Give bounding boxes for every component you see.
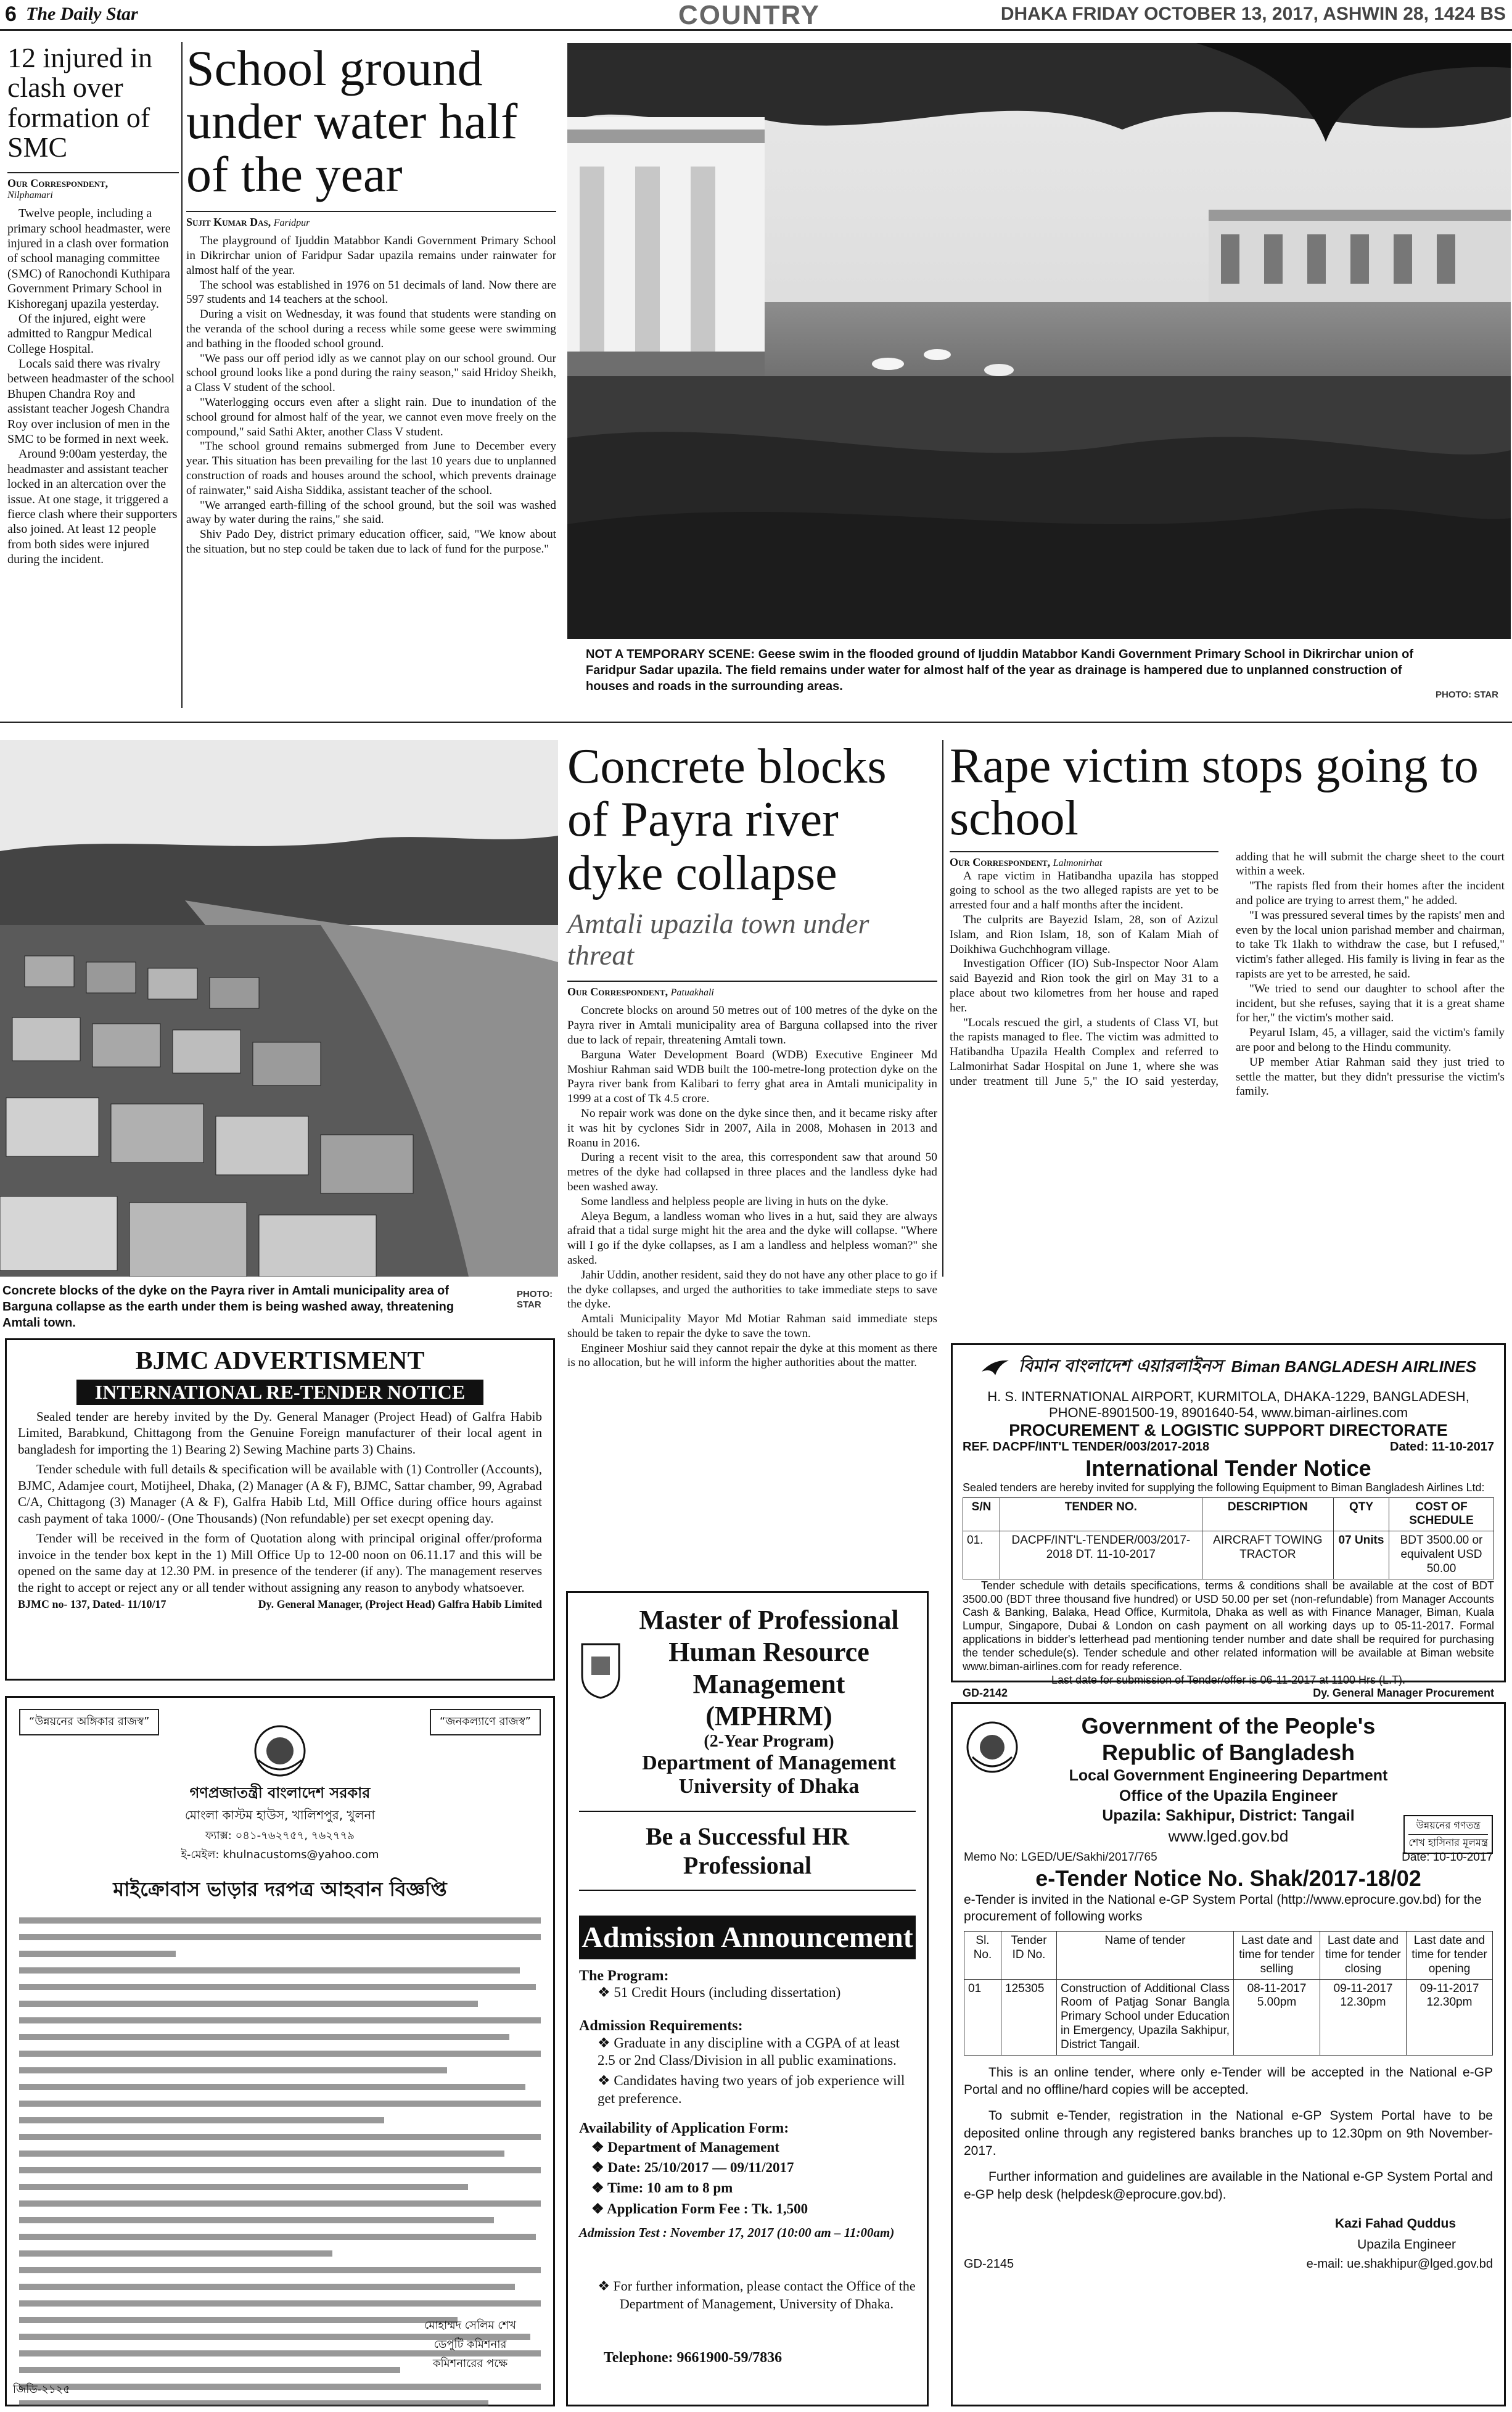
table-header-row: Sl. No. Tender ID No. Name of tender Last date and time for tender selling Last date and time for tender closing Last date and time for tender opening xyxy=(964,1932,1493,1979)
section-title: COUNTRY xyxy=(678,0,820,30)
intro: e-Tender is invited in the National e-GP System Portal (http://www.eprocure.gov.bd) for the procurement of following works xyxy=(964,1892,1482,1924)
paragraph: Shiv Pado Dey, district primary education officer, said, "We know about the situation, but no step could be taken due to lack of fund for the purpose." xyxy=(186,528,556,556)
gov-line-2: Republic of Bangladesh xyxy=(1101,1740,1355,1766)
date: Date: 10-10-2017 xyxy=(1402,1850,1493,1864)
department: Department of Management xyxy=(642,1751,896,1774)
paragraph: "We pass our off period idly as we cannot play on our school ground. Our school ground looks like a pond during the rainy season," said Hridoy Sheikh, a Class V student of the school. xyxy=(186,352,556,395)
email[interactable]: e-mail: ue.shakhipur@lged.gov.bd xyxy=(1306,2257,1493,2271)
fax: ফ্যাক্স: ০৪১-৭৬২৭৫৭, ৭৬২৭৭৯ xyxy=(205,1829,355,1842)
program-length: (2-Year Program) xyxy=(704,1731,834,1751)
gov-name: গণপ্রজাতন্ত্রী বাংলাদেশ সরকার xyxy=(189,1784,371,1801)
story-rape-victim xyxy=(950,740,1505,1099)
paragraph: Concrete blocks on around 50 metres out of 100 metres of the dyke on the Payra river in Amtali municipality area of Barguna collapsed into the river due to lack of repair, threatening Amtali town. xyxy=(567,1004,937,1047)
byline: Our Correspondent, Lalmonirhat xyxy=(950,851,1218,869)
bangladesh-emblem-icon xyxy=(964,1719,1021,1776)
ref-line xyxy=(963,1440,1494,1454)
ad-title: Master of Professional Human Resource Management xyxy=(639,1605,899,1699)
paragraph: "We arranged earth-filling of the school ground, but the soil was washed away by water during the rains," she said. xyxy=(186,498,556,527)
signer: মোহাম্মদ সেলিম শেখ ডেপুটি কমিশনার কমিশনারের পক্ষে xyxy=(424,2319,516,2370)
address: H. S. INTERNATIONAL AIRPORT, KURMITOLA, DHAKA-1229, BANGLADESH, xyxy=(987,1389,1469,1404)
notice-title: e-Tender Notice No. Shak/2017-18/02 xyxy=(1035,1865,1421,1891)
ad-footer xyxy=(963,1687,1494,1700)
masthead xyxy=(0,0,1512,31)
ref: REF. DACPF/INT'L TENDER/003/2017-2018 xyxy=(963,1440,1210,1454)
signature: Dy. General Manager, (Project Head) Galfra Habib Limited xyxy=(258,1597,542,1610)
paragraph: A rape victim in Hatibandha upazila has stopped going to school as the two alleged rapists are yet to be arrested four and a half months after the incident. xyxy=(950,869,1218,912)
university-crest-icon xyxy=(579,1641,622,1700)
table-row: 01. DACPF/INT'L-TENDER/003/2017-2018 DT. 11-10-2017 AIRCRAFT TOWING TRACTOR 07 Units BDT 3500.00 or equivalent USD 50.00 xyxy=(963,1531,1494,1579)
paragraph: Amtali Municipality Mayor Md Motiar Rahman said immediate steps should be taken to repair the dyke to save the town. xyxy=(567,1312,937,1340)
paragraph: Barguna Water Development Board (WDB) Executive Engineer Md Moshiur Rahman said WDB built the 100-metre-long protection dyke on the Payra river bank from Kalibari to ferry ghat area in Amtali municipality in 1999 at a cost of Tk 4.5 crore. xyxy=(567,1048,937,1106)
acronym: (MPHRM) xyxy=(705,1700,832,1731)
article-body xyxy=(186,234,556,557)
contact-info: ❖ For further information, please contact the Office of the Department of Management, University of Dhaka. xyxy=(598,2278,916,2311)
headline[interactable]: Rape victim stops going to school xyxy=(950,739,1479,846)
memo: Memo No: LGED/UE/Sakhi/2017/765 xyxy=(964,1850,1157,1864)
paragraph: Tender will be received in the form of Quotation along with principal original offer/proforma invoice in the tender box kept in the 1) Mill Office Up to 12-00 noon on 06.11.17 and this will be opened on the same day at 12.30 PM. in presence of the tenderer (if any). The management reserves the right to accept or reject any or all tender without assigning any reason to anybody whatsoever. xyxy=(18,1531,542,1595)
availability-list: ❖ Department of Management ❖ Date: 25/10/2017 — 09/11/2017 ❖ Time: 10 am to 8 pm ❖ Application Form Fee : Tk. 1,500 xyxy=(591,2139,808,2216)
paragraph: Locals said there was rivalry between headmaster of the school Bhupen Chandra Roy and assistant teacher Jogesh Chandra Roy over inclusion of men in the SMC to be formed in next week. xyxy=(7,357,175,447)
paragraph: "Locals rescued the girl, a students of Class VI, but the rapists managed to flee. The victim was admitted to Hatibandha Upazila Health Complex and referred to Lalmonirhat Sadar Hospital on June 1, where she was under treatment till June 5," the IO said yesterday, adding that he will submit the charge sheet to the court within a week. xyxy=(950,850,1505,1088)
paragraph: Some landless and helpless people are living in huts on the dyke. xyxy=(581,1195,889,1208)
tender-table xyxy=(964,1931,1493,2055)
story-smc-clash xyxy=(7,43,179,567)
office: Office of the Upazila Engineer xyxy=(1119,1787,1338,1805)
ad-body: Tender schedule with details specifications, terms & conditions shall be available at the cost of BDT 3500.00 (BDT three thousand five hundred) or USD 50.00 per set (non-refundable) from Manager Accounts Cash & Banking, Balaka, Head Office, Kurmitola, Dhaka as well as with Finance Manager, Biman, Kuala Lumpur, Singapore, Dubai & London on cash payment on all working days up to 05-11-2017. Formal applications in bidder's letterhead pad mentioning tender number and date shall be required for purchasing the tender schedule(s). Tender schedule and other related information will be available at Biman website www.biman-airlines.com for ready reference. xyxy=(963,1579,1494,1673)
upazila: Upazila: Sakhipur, District: Tangail xyxy=(1102,1807,1355,1825)
byline: Our Correspondent, Patuakhali xyxy=(567,981,937,998)
headline[interactable]: 12 injured in clash over formation of SMC xyxy=(7,42,153,163)
paragraph: Investigation Officer (IO) Sub-Inspector Noor Alam said Bayezid and Rion took the girl on May 31 to a place about two kilometres from her house and raped her. xyxy=(950,957,1218,1015)
ad-code: জিডি-২১২৫ xyxy=(13,2383,70,2396)
paragraph: To submit e-Tender, registration in the National e-GP System Portal have to be deposited online through any registered banks branches up to 12.30pm on 9th November-2017. xyxy=(964,2109,1493,2159)
paragraph: The school was established in 1976 on 51 decimals of land. Now there are 597 students and 14 teachers at the school. xyxy=(186,278,556,307)
paragraph: Around 9:00am yesterday, the headmaster and assistant teacher locked in an altercation over the issue. At one stage, it triggered a fierce clash where their supporters also joined. At least 12 people from both sides were injured during the incident. xyxy=(7,447,178,567)
paragraph: Twelve people, including a primary school headmaster, were injured in a clash over formation of school managing committee (SMC) of Ranochondi Kuthipara Government Primary School in Kishoreganj upazila yesterday. xyxy=(7,207,171,311)
paragraph: "The school ground remains submerged from June to December every year. This situation has been prevailing for the last 10 years due to unplanned construction of roads and houses around the school, which prevents drainage of rainwater," said Aisha Siddika, assistant teacher of the school. xyxy=(186,440,556,497)
bjmc-advertisement xyxy=(5,1338,555,1681)
biman-stork-icon xyxy=(980,1357,1010,1378)
admission-banner: Admission Announcement xyxy=(579,1916,916,1959)
paragraph: The playground of Ijuddin Matabbor Kandi Government Primary School in Dikrirchar union of Faridpur Sadar upazila remains under rainwater for almost half of the year. xyxy=(186,234,556,277)
ref: BJMC no- 137, Dated- 11/10/17 xyxy=(18,1597,166,1610)
headline[interactable]: School ground under water half of the year xyxy=(186,40,518,203)
slogan-left: “উন্নয়নের অঙ্গিকার রাজস্ব” xyxy=(19,1709,159,1735)
flooded-school-photo[interactable] xyxy=(567,43,1511,639)
paragraph: Of the injured, eight were admitted to Rangpur Medical College Hospital. xyxy=(7,311,152,356)
paragraph: This is an online tender, where only e-Tender will be accepted in the National e-GP Portal and no offline/hard copies will be accepted. xyxy=(964,2065,1493,2097)
department: Local Government Engineering Department xyxy=(1069,1767,1388,1785)
ad-title: BJMC ADVERTISMENT xyxy=(135,1347,425,1375)
photo-credit: PHOTO: STAR xyxy=(517,1289,553,1310)
paragraph: UP member Atiar Rahman said they just tried to settle the matter, but they didn't pressurise the victim's family. xyxy=(1236,1055,1505,1098)
story-school-ground xyxy=(186,42,556,557)
story-dyke xyxy=(567,740,937,1370)
biman-logo[interactable]: বিমান বাংলাদেশ এয়ারলাইনস Biman BANGLADESH AIRLINES xyxy=(963,1352,1494,1381)
gov-line-1: Government of the People's xyxy=(1081,1713,1376,1739)
subheadline: Amtali upazila town under threat xyxy=(567,908,869,971)
microbus-tender-ad xyxy=(5,1696,555,2406)
photo-credit: PHOTO: STAR xyxy=(1436,689,1498,700)
mphrm-admission-ad xyxy=(566,1591,929,2406)
column-divider xyxy=(942,740,943,1277)
paragraph: Further information and guidelines are available in the National e-GP System Portal and e-GP help desk (helpdesk@eprocure.gov.bd). xyxy=(964,2170,1493,2202)
article-body xyxy=(567,1003,937,1370)
dyke-photo-caption: Concrete blocks of the dyke on the Payra river in Amtali municipality area of Barguna collapse as the earth under them is being washed away, threatening Amtali town. xyxy=(2,1284,454,1330)
paragraph: "We tried to send our daughter to school after the incident, but she refuses, saying that it is a great shame for her," the victim's mother said. xyxy=(1236,982,1505,1025)
school-photo-caption: NOT A TEMPORARY SCENE: Geese swim in the flooded ground of Ijuddin Matabbor Kandi Government Primary School in Dikrirchar union of Faridpur Sadar upazila. The field remains under water for almost half of the year as drainage is hampered due to unplanned construction of houses and roads in the surrounding areas. xyxy=(586,648,1413,693)
ad-code: GD-2145 xyxy=(964,2257,1014,2271)
paragraph: No repair work was done on the dyke since then, and it became risky after it was hit by cyclones Sidr in 2007, Aila in 2008, Mohasen in 2013 and Roanu in 2016. xyxy=(567,1106,937,1150)
intro: Sealed tenders are hereby invited for supplying the following Equipment to Biman Bangladesh Airlines Ltd: xyxy=(963,1481,1485,1494)
telephone: Telephone: 9661900-59/7836 xyxy=(604,2350,783,2366)
office: মোংলা কাস্টম হাউস, খালিশপুর, খুলনা xyxy=(184,1808,376,1822)
ad-title: মাইক্রোবাস ভাড়ার দরপত্র আহবান বিজ্ঞপ্তি xyxy=(113,1877,447,1901)
program-label: The Program: xyxy=(579,1967,669,1984)
notice-title: International Tender Notice xyxy=(1085,1455,1371,1481)
availability-label: Availability of Application Form: xyxy=(579,2120,789,2136)
directorate: PROCUREMENT & LOGISTIC SUPPORT DIRECTORATE xyxy=(1009,1421,1448,1439)
last-date: Last date for submission of Tender/offer is 06-11-2017 at 1100 Hrs (L.T). xyxy=(1051,1674,1405,1687)
paragraph: Engineer Moshiur said they cannot repair the dyke at this moment as there is no allocation, but he will inform the higher authorities about the matter. xyxy=(567,1341,937,1370)
requirement-item: ❖ Candidates having two years of job experience will get preference. xyxy=(598,2073,905,2106)
paper-name[interactable]: The Daily Star xyxy=(26,4,138,24)
requirements-label: Admission Requirements: xyxy=(579,2017,743,2034)
byline: Sujit Kumar Das, Faridpur xyxy=(186,211,556,229)
paragraph: "The rapists fled from their homes after the incident and police are trying to arrest them," he added. xyxy=(1236,879,1505,907)
university: University of Dhaka xyxy=(678,1774,860,1798)
ad-code: GD-2142 xyxy=(963,1687,1008,1700)
paragraph: Peyarul Islam, 45, a villager, said the victim's family are poor and belong to the Hindu community. xyxy=(1236,1026,1505,1054)
dated: Dated: 11-10-2017 xyxy=(1390,1440,1494,1454)
paragraph: Sealed tender are hereby invited by the Dy. General Manager (Project Head) of Galfra Habib Limited, Barabkund, Chittagong from the Genuine Foreign manufacturer of their local agent in bangladesh for importing the 1) Bearing 2) Sewing Machine parts 3) Chains. xyxy=(18,1409,542,1457)
signature: Dy. General Manager Procurement xyxy=(1313,1687,1494,1700)
program-item: ❖ 51 Credit Hours (including dissertation) xyxy=(598,1984,841,2000)
article-body xyxy=(950,850,1505,1100)
tender-table xyxy=(963,1497,1494,1579)
email[interactable]: ই-মেইল: khulnacustoms@yahoo.com xyxy=(181,1848,379,1861)
website[interactable]: www.lged.gov.bd xyxy=(1168,1826,1289,1845)
page-number: 6 xyxy=(5,2,17,26)
paragraph: "Waterlogging occurs even after a slight rain. Due to inundation of the school ground for almost half of the year, we cannot even move freely on the compound," said Sathi Akter, another Class V student. xyxy=(186,396,556,438)
signer: Kazi Fahad Quddus Upazila Engineer xyxy=(1334,2216,1456,2252)
paragraph: The culprits are Bayezid Islam, 28, son of Azizul Islam, and Rion Islam, 18, son of Kalam Miah of Doikhiwa Guchchhogram village. xyxy=(950,913,1218,956)
slogan: Be a Successful HR Professional xyxy=(579,1811,916,1891)
bangladesh-emblem-icon xyxy=(252,1723,308,1779)
headline[interactable]: Concrete blocks of Payra river dyke collapse xyxy=(567,739,887,900)
article-body xyxy=(7,206,179,567)
ad-footer xyxy=(964,2257,1493,2271)
paragraph: "I was pressured several times by the rapists' men and even by the local union parishad member and chairman, to take Tk 1lakh to withdraw the case, but I refused," victim's father alleged. His family is living in fear as the rapists are yet to be arrested, he said. xyxy=(1236,908,1505,981)
admission-test: Admission Test : November 17, 2017 (10:00 am – 11:00am) xyxy=(579,2225,895,2241)
slogan-badge: উন্নয়নের গণতন্ত্র শেখ হাসিনার মূলমন্ত্র xyxy=(1403,1815,1493,1854)
requirement-item: ❖ Graduate in any discipline with a CGPA of at least 2.5 or 2nd Class/Division in all public examinations. xyxy=(598,2035,900,2068)
paragraph: During a recent visit to the area, this correspondent saw that around 50 metres of the dyke had collapsed in three places and the landless dyke had been washed away. xyxy=(567,1151,937,1193)
phone: PHONE-8901500-19, 8901640-54, www.biman-airlines.com xyxy=(1048,1405,1408,1420)
biman-tender-ad xyxy=(951,1343,1506,1700)
dateline: DHAKA FRIDAY OCTOBER 13, 2017, ASHWIN 28, 1424 BS xyxy=(1000,4,1506,24)
ad-body xyxy=(18,1409,542,1595)
dyke-photo[interactable] xyxy=(0,740,558,1277)
paragraph: Jahir Uddin, another resident, said they do not have any other place to go if the dyke collapses, and urged the authorities to take immediate steps to save the dyke. xyxy=(567,1268,937,1311)
table-header-row: S/N TENDER NO. DESCRIPTION QTY COST OF SCHEDULE xyxy=(963,1497,1494,1531)
slogan-right: “জনকল্যাণে রাজস্ব” xyxy=(430,1709,541,1735)
paragraph: Aleya Begum, a landless woman who lives in a hut, said they are always afraid that a tidal surge might hit the area and the dyke will collapse. "Where will I go if the dyke collapses, as I am a landless and helpless woman?" she asked. xyxy=(567,1209,937,1267)
table-row: 01 125305 Construction of Additional Class Room of Patjag Sonar Bangla Primary School under Education in Emergency, Upazila Sakhipur, District Tangail. 08-11-2017 5.00pm 09-11-2017 12.30pm 09-11-2017 12.30pm xyxy=(964,1979,1493,2055)
ad-subtitle: INTERNATIONAL RE-TENDER NOTICE xyxy=(76,1380,483,1405)
ad-footer xyxy=(18,1598,542,1611)
column-divider xyxy=(181,42,183,708)
section-rule xyxy=(0,722,1512,723)
lged-etender-ad xyxy=(951,1702,1506,2406)
paragraph: Tender schedule with full details & specification will be available with (1) Controller (Accounts), BJMC, Adamjee court, Motijheel, Dhaka, (2) Manager (A & F), BJMC, Sattar chamber, 99, Agrabad C/A, Chittagong (3) Manager (A & F), Galfra Habib Ltd, Mill Office during office hours against cash payment of taka 1000/- (One Thousands) (Non refundable) per set execpt opening day. xyxy=(18,1462,542,1526)
byline: Our Correspondent, Nilphamari xyxy=(7,172,179,201)
paragraph: During a visit on Wednesday, it was found that students were standing on the veranda of the school during a recess while some geese were swimming and bathing in the flooded school ground. xyxy=(186,308,556,350)
